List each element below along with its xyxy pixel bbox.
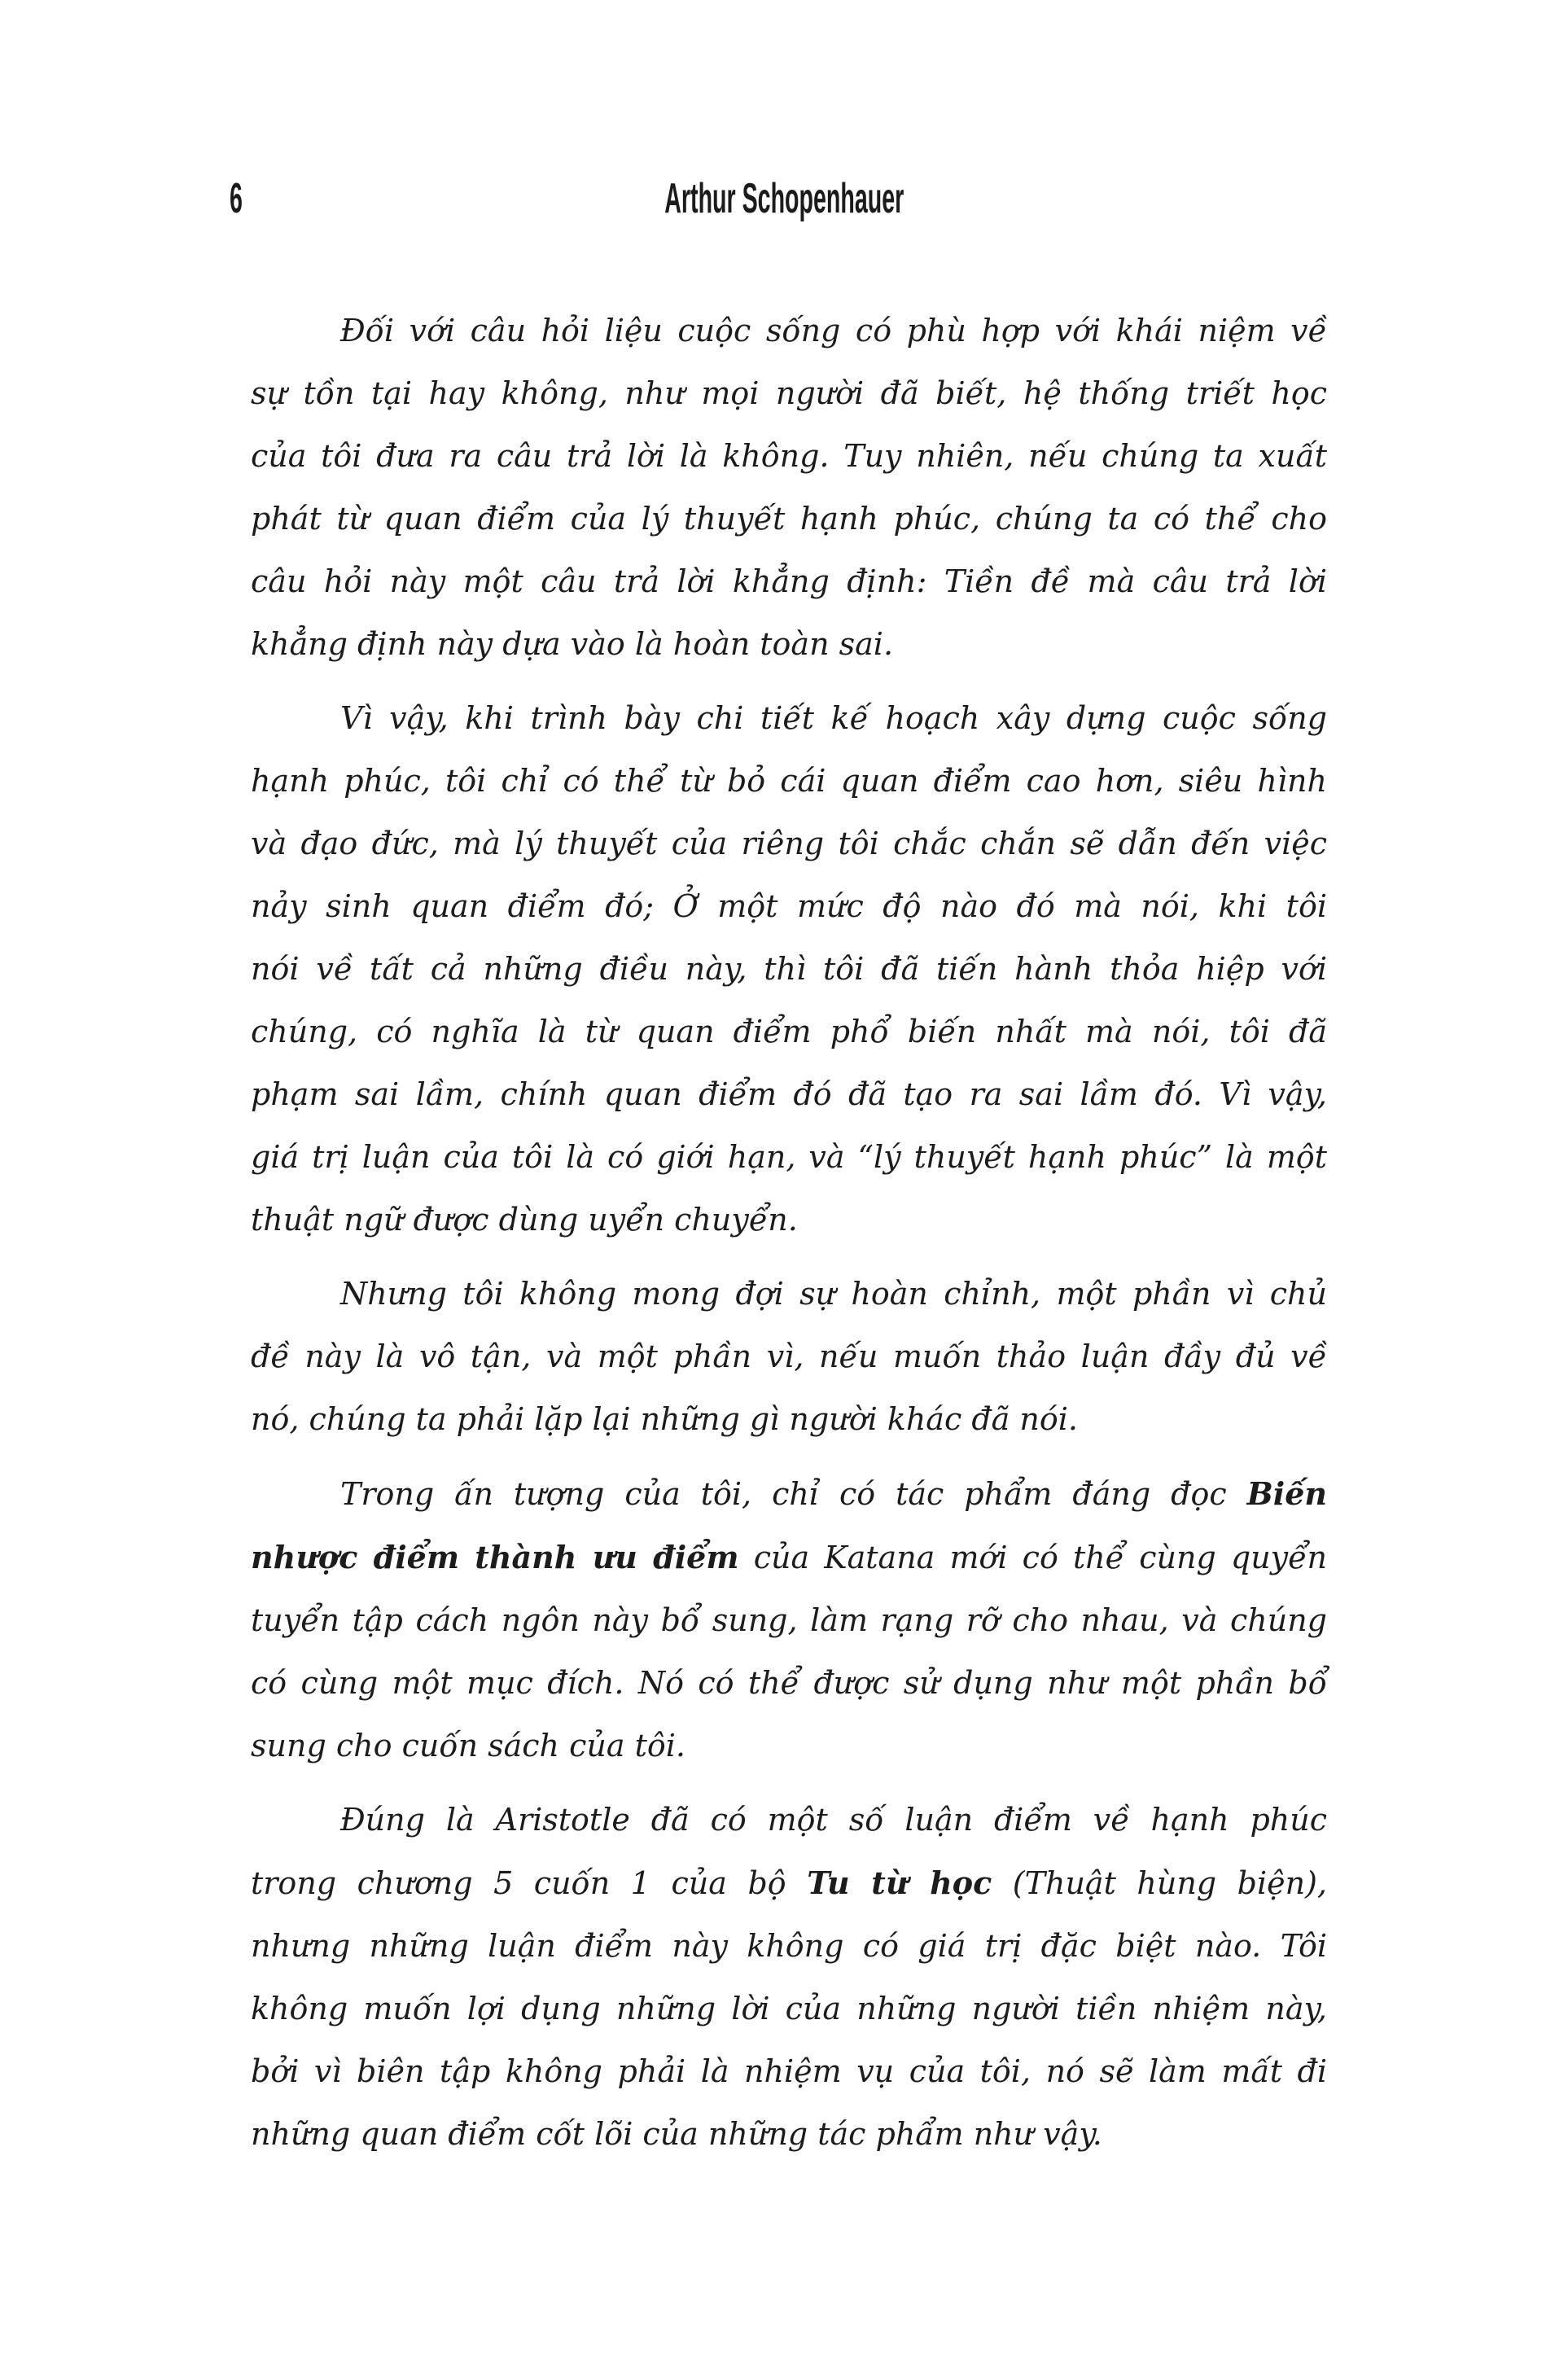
text-line [251, 1789, 1327, 1851]
text-run: khẳng định này dựa vào là hoàn toàn sai. [251, 626, 894, 662]
text-line [251, 750, 1327, 813]
text-line [251, 938, 1327, 1001]
body-paragraph [251, 687, 1327, 1251]
text-line [251, 1851, 1327, 1915]
text-run: trong chương 5 cuốn 1 của bộ [251, 1865, 808, 1901]
text-line [251, 1589, 1327, 1652]
text-run: nhưng những luận điểm này không có giá trị đặc biệt nào. Tôi [251, 1928, 1327, 1964]
text-run: Đúng là Aristotle đã có một số luận điểm về hạnh phúc [340, 1802, 1327, 1838]
text-line [251, 1063, 1327, 1126]
text-run: thuật ngữ được dùng uyển chuyển. [251, 1202, 798, 1238]
text-run: đề này là vô tận, và một phần vì, nếu muốn thảo luận đầy đủ về [251, 1339, 1327, 1374]
text-line [251, 687, 1327, 750]
text-run: có cùng một mục đích. Nó có thể được sử dụng như một phần bổ [251, 1665, 1327, 1701]
text-line [251, 1915, 1327, 1978]
body-paragraph [251, 1263, 1327, 1451]
text-run: Biến [1246, 1475, 1327, 1512]
text-run: bởi vì biên tập không phải là nhiệm vụ của tôi, nó sẽ làm mất đi [251, 2053, 1327, 2089]
running-header-text: Arthur Schopenhauer [664, 175, 904, 222]
text-line [251, 550, 1327, 613]
text-line [251, 613, 1327, 676]
text-line [251, 362, 1327, 425]
text-run: và đạo đức, mà lý thuyết của riêng tôi chắc chắn sẽ dẫn đến việc [251, 826, 1327, 861]
text-run: nảy sinh quan điểm đó; Ở một mức độ nào đó mà nói, khi tôi [251, 888, 1327, 924]
text-run: Trong ấn tượng của tôi, chỉ có tác phẩm đáng đọc [340, 1476, 1247, 1512]
text-run: Nhưng tôi không mong đợi sự hoàn chỉnh, một phần vì chủ [340, 1276, 1327, 1312]
text-run: Vì vậy, khi trình bày chi tiết kế hoạch xây dựng cuộc sống [340, 700, 1327, 736]
text-line [251, 300, 1327, 362]
text-run: chúng, có nghĩa là từ quan điểm phổ biến nhất mà nói, tôi đã [251, 1014, 1327, 1049]
text-line [251, 1388, 1327, 1451]
body-paragraph [251, 1462, 1327, 1777]
text-line [251, 1126, 1327, 1189]
text-run: của Katana mới có thể cùng quyển [738, 1540, 1327, 1575]
text-line [251, 875, 1327, 938]
body-paragraph [251, 1789, 1327, 2166]
text-line [251, 1325, 1327, 1388]
text-run: câu hỏi này một câu trả lời khẳng định: Tiền đề mà câu trả lời [251, 563, 1327, 599]
text-run: Đối với câu hỏi liệu cuộc sống có phù hợp với khái niệm về [340, 313, 1327, 348]
text-run: sự tồn tại hay không, như mọi người đã biết, hệ thống triết học [251, 375, 1327, 411]
text-line [251, 813, 1327, 875]
text-line [251, 425, 1327, 488]
text-body [251, 300, 1327, 2177]
text-line [251, 1001, 1327, 1063]
text-run: phạm sai lầm, chính quan điểm đó đã tạo ra sai lầm đó. Vì vậy, [251, 1076, 1327, 1112]
text-line [251, 1526, 1327, 1589]
text-line [251, 488, 1327, 550]
text-run: không muốn lợi dụng những lời của những người tiền nhiệm này, [251, 1991, 1327, 2026]
text-line [251, 1978, 1327, 2040]
text-run: phát từ quan điểm của lý thuyết hạnh phúc, chúng ta có thể cho [251, 501, 1327, 537]
text-run: những quan điểm cốt lõi của những tác phẩm như vậy. [251, 2116, 1102, 2152]
text-line [251, 2040, 1327, 2103]
text-line [251, 1189, 1327, 1251]
text-run: sung cho cuốn sách của tôi. [251, 1728, 685, 1764]
text-run: (Thuật hùng biện), [992, 1865, 1327, 1901]
text-line [251, 1462, 1327, 1526]
text-line [251, 1263, 1327, 1325]
text-run: Tu từ học [807, 1864, 992, 1901]
text-line [251, 1652, 1327, 1715]
text-run: nhược điểm thành ưu điểm [251, 1539, 739, 1575]
page-header [0, 177, 1568, 226]
text-line [251, 1715, 1327, 1777]
body-paragraph [251, 300, 1327, 676]
text-run: của tôi đưa ra câu trả lời là không. Tuy nhiên, nếu chúng ta xuất [251, 438, 1327, 474]
text-run: nói về tất cả những điều này, thì tôi đã tiến hành thỏa hiệp với [251, 951, 1327, 987]
text-run: tuyển tập cách ngôn này bổ sung, làm rạng rỡ cho nhau, và chúng [251, 1602, 1327, 1638]
page-number: 6 [230, 175, 243, 222]
text-run: giá trị luận của tôi là có giới hạn, và “lý thuyết hạnh phúc” là một [251, 1139, 1327, 1175]
text-line [251, 2103, 1327, 2166]
running-header [0, 177, 1568, 220]
text-run: nó, chúng ta phải lặp lại những gì người khác đã nói. [251, 1401, 1078, 1437]
text-run: hạnh phúc, tôi chỉ có thể từ bỏ cái quan điểm cao hơn, siêu hình [251, 763, 1327, 799]
